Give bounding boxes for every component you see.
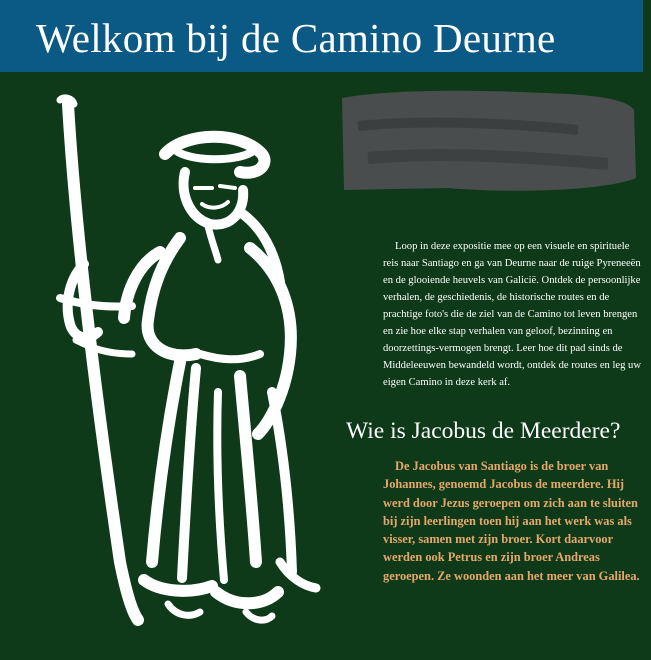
header-corner: [643, 0, 651, 72]
page-title: Welkom bij de Camino Deurne: [36, 15, 556, 61]
jacobus-bio-paragraph: De Jacobus van Santiago is de broer van Johannes, genoemd Jacobus de meerdere. Hij werd door Jezus geroepen om zich aan te sluiten bij zijn leerlingen toen hij aan het werk was als visser, samen met zijn broer. Kort daarvoor werden ook Petrus en zijn broer Andreas geroepen. Ze woonden aan het meer van Galilea.: [383, 459, 640, 583]
pilgrim-illustration: [40, 92, 330, 632]
section-heading: Wie is Jacobus de Meerdere?: [346, 418, 621, 444]
header-bar: [0, 0, 643, 72]
intro-paragraph: Loop in deze expositie mee op een visuele en spirituele reis naar Santiago en ga van Deurne naar de ruige Pyreneeën en de glooiende heuvels van Galicië. Ontdek de persoonlijke verhalen, de geschiedenis, de historische routes en de prachtige foto's die de ziel van de Camino tot leven brengen en zie hoe elke stap verhalen van geloof, bezinning en doorzettings-vermogen brengt. Leer hoe dit pad sinds de Middeleeuwen bewandeld wordt, ontdek de routes en leg uw eigen Camino in deze kerk af.: [383, 241, 642, 388]
obscured-area: [338, 86, 638, 194]
